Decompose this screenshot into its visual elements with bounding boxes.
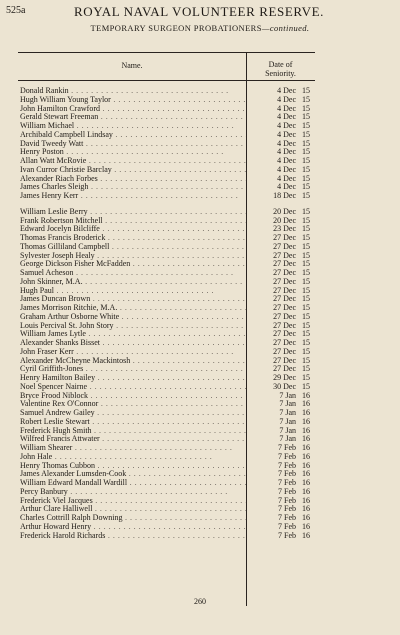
seniority-date: 27 Dec: [273, 320, 296, 330]
officer-name: David Tweedy Watt . .: [20, 140, 246, 149]
seniority-year: 16: [302, 469, 310, 479]
seniority-date: 7 Jan: [279, 416, 296, 426]
table-row: [20, 435, 320, 444]
seniority-date: 7 Feb: [278, 443, 296, 452]
seniority-year: 15: [302, 191, 310, 200]
officer-name: George Dickson Fisher McFadden . .: [20, 260, 246, 269]
seniority-date: 7 Jan: [279, 390, 296, 400]
seniority-year: 15: [302, 86, 310, 95]
officer-name: Samuel Andrew Gailey . .: [20, 409, 246, 418]
page-title: ROYAL NAVAL VOLUNTEER RESERVE.: [73, 4, 324, 19]
officer-name: Donald Rankin . .: [20, 87, 246, 96]
seniority-year: 16: [302, 399, 310, 409]
seniority-year: 15: [302, 294, 310, 304]
seniority-year: 15: [302, 215, 310, 225]
seniority-date: 27 Dec: [273, 364, 296, 374]
seniority-year: 15: [302, 285, 310, 295]
officer-name: William Leslie Berry . .: [20, 208, 246, 217]
officer-name: Frederick Harold Richards . .: [20, 532, 246, 541]
section-subtitle-main: TEMPORARY SURGEON PROBATIONERS: [90, 23, 262, 33]
seniority-year: 15: [302, 147, 310, 157]
seniority-date: 27 Dec: [273, 346, 296, 356]
seniority-date: 7 Feb: [278, 469, 296, 479]
column-header-date-line1: Date of: [268, 60, 293, 69]
table-row: [20, 470, 320, 479]
seniority-year: 15: [302, 276, 310, 286]
seniority-date: 29 Dec: [273, 373, 296, 382]
officer-name: Henry Hamilton Bailey . .: [20, 374, 246, 383]
seniority-year: 15: [302, 241, 310, 251]
seniority-year: 16: [302, 425, 310, 435]
seniority-year: 16: [302, 408, 310, 417]
seniority-year: 16: [302, 478, 310, 487]
seniority-date: 7 Feb: [278, 478, 296, 487]
seniority-year: 16: [302, 416, 310, 426]
officer-name: Samuel Acheson . .: [20, 269, 246, 278]
table-row: [20, 383, 320, 392]
seniority-date: 27 Dec: [273, 241, 296, 251]
officer-name: John Hamilton Crawford . .: [20, 105, 246, 114]
seniority-year: 15: [302, 138, 310, 148]
table-row: [20, 505, 320, 514]
seniority-date: 27 Dec: [273, 338, 296, 347]
seniority-date: 4 Dec: [277, 156, 296, 165]
table-row: [20, 418, 320, 427]
column-header-date-line2: Seniority.: [265, 69, 296, 78]
seniority-year: 15: [302, 173, 310, 183]
officer-name: Arthur Clare Halliwell . .: [20, 505, 246, 514]
seniority-date: 4 Dec: [277, 103, 296, 113]
seniority-year: 15: [302, 129, 310, 139]
seniority-date: 27 Dec: [273, 285, 296, 295]
table-row: [20, 453, 320, 462]
seniority-year: 15: [302, 182, 310, 192]
officer-name: Wilfred Francis Attwater . .: [20, 435, 246, 444]
officer-name: William Edward Mandall Wardill . .: [20, 479, 246, 488]
officer-name: Gerald Stewart Freeman . .: [20, 113, 246, 122]
seniority-date: 4 Dec: [277, 182, 296, 192]
column-header-name: Name.: [121, 61, 143, 70]
officer-name: Alexander Shanks Bisset . .: [20, 339, 246, 348]
seniority-year: 15: [302, 338, 310, 347]
seniority-year: 15: [302, 94, 310, 104]
seniority-year: 15: [302, 233, 310, 242]
officer-name: Hugh William Young Taylor . .: [20, 96, 246, 105]
table-row: [20, 96, 320, 105]
table-row: [20, 192, 320, 201]
officer-name: Thomas Gilliland Campbell . .: [20, 243, 246, 252]
officer-name: Alexander McCheyne Mackintosh . .: [20, 357, 246, 366]
officer-name: Hugh Paul . .: [20, 287, 246, 296]
table-row: [20, 444, 320, 453]
seniority-year: 15: [302, 268, 310, 277]
seniority-date: 27 Dec: [273, 276, 296, 286]
seniority-date: 7 Feb: [278, 513, 296, 522]
seniority-date: 7 Feb: [278, 521, 296, 531]
seniority-year: 15: [302, 156, 310, 165]
officer-name: Frederick Viel Jacques . .: [20, 497, 246, 506]
officer-name: Allan Watt McRovie . .: [20, 157, 246, 166]
seniority-date: 4 Dec: [277, 94, 296, 104]
officer-name: Archibald Campbell Lindsay . .: [20, 131, 246, 140]
seniority-date: 7 Jan: [279, 408, 296, 417]
officer-name: Percy Banbury . .: [20, 488, 246, 497]
seniority-date: 18 Dec: [273, 191, 296, 200]
seniority-date: 27 Dec: [273, 268, 296, 277]
officer-name: Cyril Griffith-Jones . .: [20, 365, 246, 374]
officer-name: Charles Cottrill Ralph Downing . .: [20, 514, 246, 523]
officer-name: William James Lytle . .: [20, 330, 246, 339]
officer-name: James Alexander Lumsden-Cook . .: [20, 470, 246, 479]
seniority-date: 7 Feb: [278, 451, 296, 461]
seniority-year: 16: [302, 504, 310, 514]
officer-name: Noel Spencer Nairne . .: [20, 383, 246, 392]
table-row: [20, 392, 320, 401]
table-row: [20, 148, 320, 157]
seniority-year: 15: [302, 224, 310, 234]
seniority-date: 20 Dec: [273, 206, 296, 216]
table-row: [20, 488, 320, 497]
officer-name: Edward Jocelyn Bilcliffe . .: [20, 225, 246, 234]
officer-name: James Henry Kerr . .: [20, 192, 246, 201]
seniority-year: 15: [302, 103, 310, 113]
seniority-date: 27 Dec: [273, 329, 296, 339]
officer-name: Ivan Curror Christie Barclay . .: [20, 166, 246, 175]
officer-name: William Shearer . .: [20, 444, 246, 453]
seniority-year: 16: [302, 460, 310, 470]
officer-name: Frank Robertson Mitchell . .: [20, 217, 246, 226]
footer-page-number: 260: [194, 597, 206, 606]
seniority-year: 15: [302, 381, 310, 391]
seniority-year: 15: [302, 121, 310, 130]
table-row: [20, 157, 320, 166]
seniority-date: 7 Feb: [278, 504, 296, 514]
seniority-date: 27 Dec: [273, 311, 296, 321]
officer-name: Arthur Howard Henry . .: [20, 523, 246, 532]
seniority-year: 16: [302, 443, 310, 452]
seniority-date: 20 Dec: [273, 215, 296, 225]
seniority-year: 15: [302, 355, 310, 365]
table-row: [20, 479, 320, 488]
officer-name: Valentine Rex O'Connor . .: [20, 400, 246, 409]
seniority-date: 23 Dec: [273, 224, 296, 234]
running-header: [6, 4, 392, 20]
officer-name: James Charles Sleigh . .: [20, 183, 246, 192]
seniority-year: 15: [302, 303, 310, 312]
seniority-year: 16: [302, 390, 310, 400]
seniority-year: 16: [302, 434, 310, 444]
seniority-year: 15: [302, 311, 310, 321]
table-row: [20, 87, 320, 96]
table-row: [20, 427, 320, 436]
officer-name: John Hale . .: [20, 453, 246, 462]
officer-name: John Skinner, M.A. . .: [20, 278, 246, 287]
officer-name: Graham Arthur Osborne White . .: [20, 313, 246, 322]
section-subtitle: [0, 23, 400, 33]
table-row: [20, 122, 320, 131]
seniority-year: 16: [302, 451, 310, 461]
seniority-date: 4 Dec: [277, 121, 296, 130]
seniority-year: 16: [302, 495, 310, 505]
officer-name: James Duncan Brown . .: [20, 295, 246, 304]
seniority-year: 16: [302, 521, 310, 531]
seniority-date: 27 Dec: [273, 250, 296, 260]
table-row: [20, 140, 320, 149]
officer-name: Frederick Hugh Smith . .: [20, 427, 246, 436]
table-row: [20, 113, 320, 122]
table-row: [20, 532, 320, 541]
seniority-date: 7 Jan: [279, 399, 296, 409]
seniority-year: 16: [302, 486, 310, 496]
table-row: [20, 497, 320, 506]
officer-name: Bryce Frood Niblock . .: [20, 392, 246, 401]
officer-name: Sylvester Joseph Healy . .: [20, 252, 246, 261]
column-header-date: [246, 60, 315, 78]
table-row: [20, 462, 320, 471]
seniority-year: 15: [302, 259, 310, 269]
seniority-year: 15: [302, 346, 310, 356]
seniority-year: 16: [302, 530, 310, 540]
officer-name: James Morrison Ritchie, M.A. . .: [20, 304, 246, 313]
seniority-year: 15: [302, 320, 310, 330]
header-rule: [18, 80, 315, 81]
seniority-date: 4 Dec: [277, 173, 296, 183]
officer-name: John Fraser Kerr . .: [20, 348, 246, 357]
seniority-date: 4 Dec: [277, 147, 296, 157]
seniority-year: 15: [302, 364, 310, 374]
seniority-date: 27 Dec: [273, 303, 296, 312]
seniority-date: 7 Feb: [278, 495, 296, 505]
seniority-date: 4 Dec: [277, 138, 296, 148]
table-row: [20, 166, 320, 175]
seniority-date: 27 Dec: [273, 259, 296, 269]
officer-name: Robert Leslie Stewart . .: [20, 418, 246, 427]
table-body: [20, 87, 320, 540]
seniority-date: 27 Dec: [273, 355, 296, 365]
seniority-year: 15: [302, 112, 310, 122]
table-row: [20, 175, 320, 184]
table-row: [20, 514, 320, 523]
officer-name: Henry Poston . .: [20, 148, 246, 157]
seniority-year: 15: [302, 329, 310, 339]
seniority-date: 4 Dec: [277, 129, 296, 139]
seniority-date: 30 Dec: [273, 381, 296, 391]
seniority-year: 15: [302, 373, 310, 382]
seniority-date: 7 Feb: [278, 530, 296, 540]
officer-name: Thomas Francis Broderick . .: [20, 234, 246, 243]
page-number: 525a: [6, 5, 26, 16]
officer-name: Henry Thomas Cubbon . .: [20, 462, 246, 471]
seniority-year: 16: [302, 513, 310, 522]
seniority-date: 4 Dec: [277, 164, 296, 174]
seniority-date: 4 Dec: [277, 112, 296, 122]
seniority-date: 7 Feb: [278, 460, 296, 470]
seniority-date: 7 Jan: [279, 434, 296, 444]
seniority-year: 15: [302, 250, 310, 260]
table-row: [20, 105, 320, 114]
table-row: [20, 131, 320, 140]
section-subtitle-continued: —continued.: [261, 23, 310, 33]
seniority-date: 27 Dec: [273, 294, 296, 304]
seniority-date: 7 Feb: [278, 486, 296, 496]
officer-name: Louis Percival St. John Story . .: [20, 322, 246, 331]
table-row: [20, 409, 320, 418]
seniority-date: 7 Jan: [279, 425, 296, 435]
seniority-year: 15: [302, 164, 310, 174]
seniority-date: 4 Dec: [277, 86, 296, 95]
seniority-year: 15: [302, 206, 310, 216]
table-row: [20, 523, 320, 532]
officer-name: William Michael . .: [20, 122, 246, 131]
officer-name: Alexander Riach Forbes . .: [20, 175, 246, 184]
table-row: [20, 400, 320, 409]
seniority-date: 27 Dec: [273, 233, 296, 242]
